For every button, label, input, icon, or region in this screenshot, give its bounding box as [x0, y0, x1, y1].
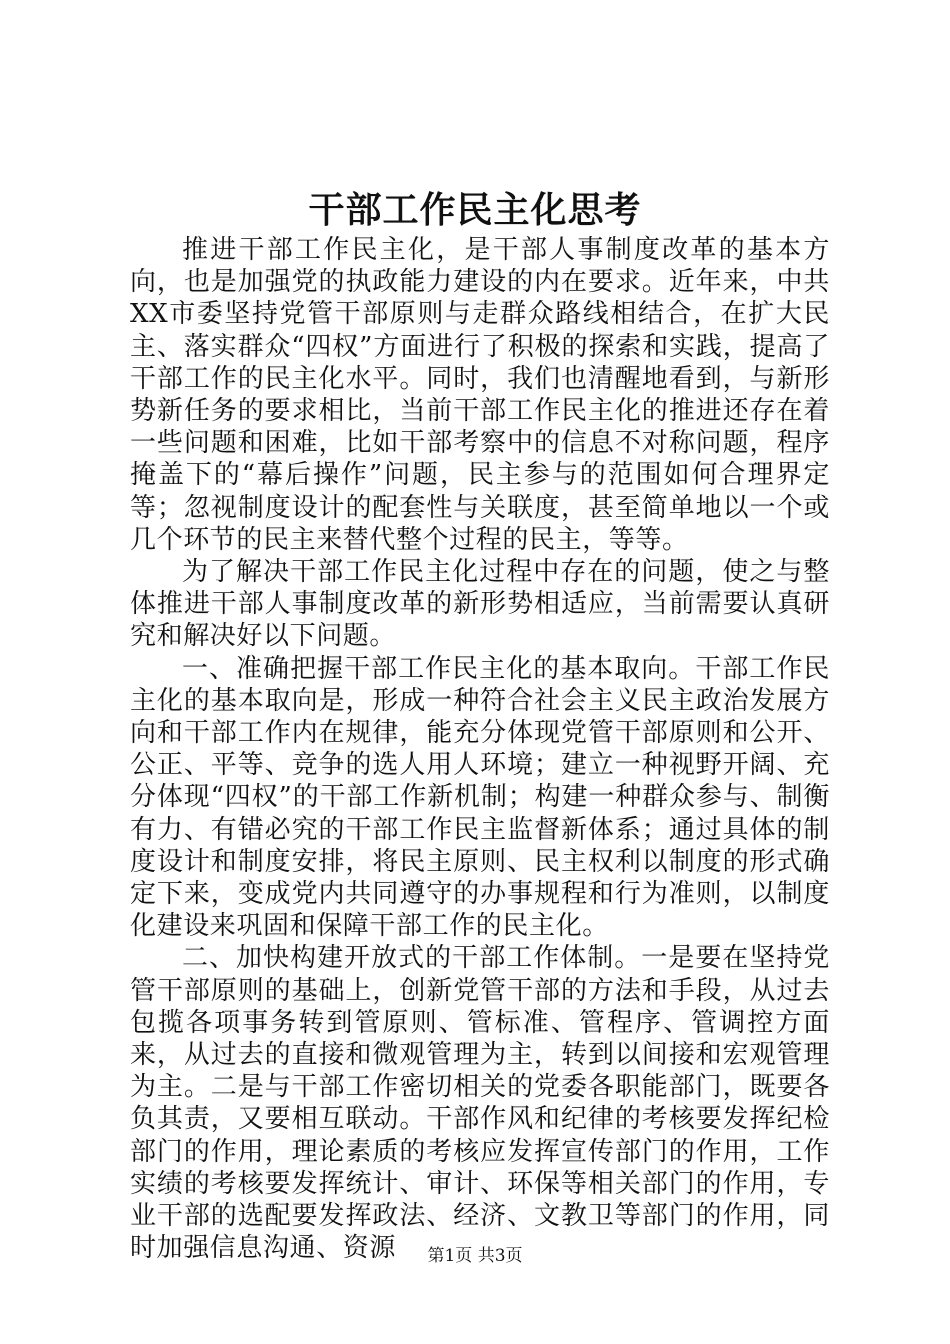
paragraph-intro: 推进干部工作民主化，是干部人事制度改革的基本方向，也是加强党的执政能力建设的内在要求。近年来，中共XX市委坚持党管干部原则与走群众路线相结合，在扩大民主、落实群众“四权”方面进行了积极的探索和实践，提高了干部工作的民主化水平。同时，我们也清醒地看到，与新形势新任务的要求相比，当前干部工作民主化的推进还存在着一些问题和困难，比如干部考察中的信息不对称问题，程序掩盖下的“幕后操作”问题，民主参与的范围如何合理界定等；忽视制度设计的配套性与关联度，甚至简单地以一个或几个环节的民主来替代整个过程的民主，等等。	[130, 235, 830, 555]
paragraph-section-one: 一、准确把握干部工作民主化的基本取向。干部工作民主化的基本取向是，形成一种符合社会主义民主政治发展方向和干部工作内在规律，能充分体现党管干部原则和公开、公正、平等、竞争的选人用人环境；建立一种视野开阔、充分体现“四权”的干部工作新机制；构建一种群众参与、制衡有力、有错必究的干部工作民主监督新体系；通过具体的制度设计和制度安排，将民主原则、民主权利以制度的形式确定下来，变成党内共同遵守的办事规程和行为准则，以制度化建设来巩固和保障干部工作的民主化。	[130, 653, 830, 942]
paragraph-section-two: 二、加快构建开放式的干部工作体制。一是要在坚持党管干部原则的基础上，创新党管干部的方法和手段，从过去包揽各项事务转到管原则、管标准、管程序、管调控方面来，从过去的直接和微观管理为主，转到以间接和宏观管理为主。二是与干部工作密切相关的党委各职能部门，既要各负其责，又要相互联动。干部作风和纪律的考核要发挥纪检部门的作用，理论素质的考核应发挥宣传部门的作用，工作实绩的考核要发挥统计、审计、环保等相关部门的作用，专业干部的选配要发挥政法、经济、文教卫等部门的作用，同时加强信息沟通、资源	[130, 943, 830, 1264]
page-number-footer: 第1页 共3页	[427, 1246, 523, 1266]
paragraph-purpose: 为了解决干部工作民主化过程中存在的问题，使之与整体推进干部人事制度改革的新形势相适应，当前需要认真研究和解决好以下问题。	[130, 557, 830, 652]
document-title: 干部工作民主化思考	[308, 189, 642, 231]
document-body	[130, 234, 830, 1265]
